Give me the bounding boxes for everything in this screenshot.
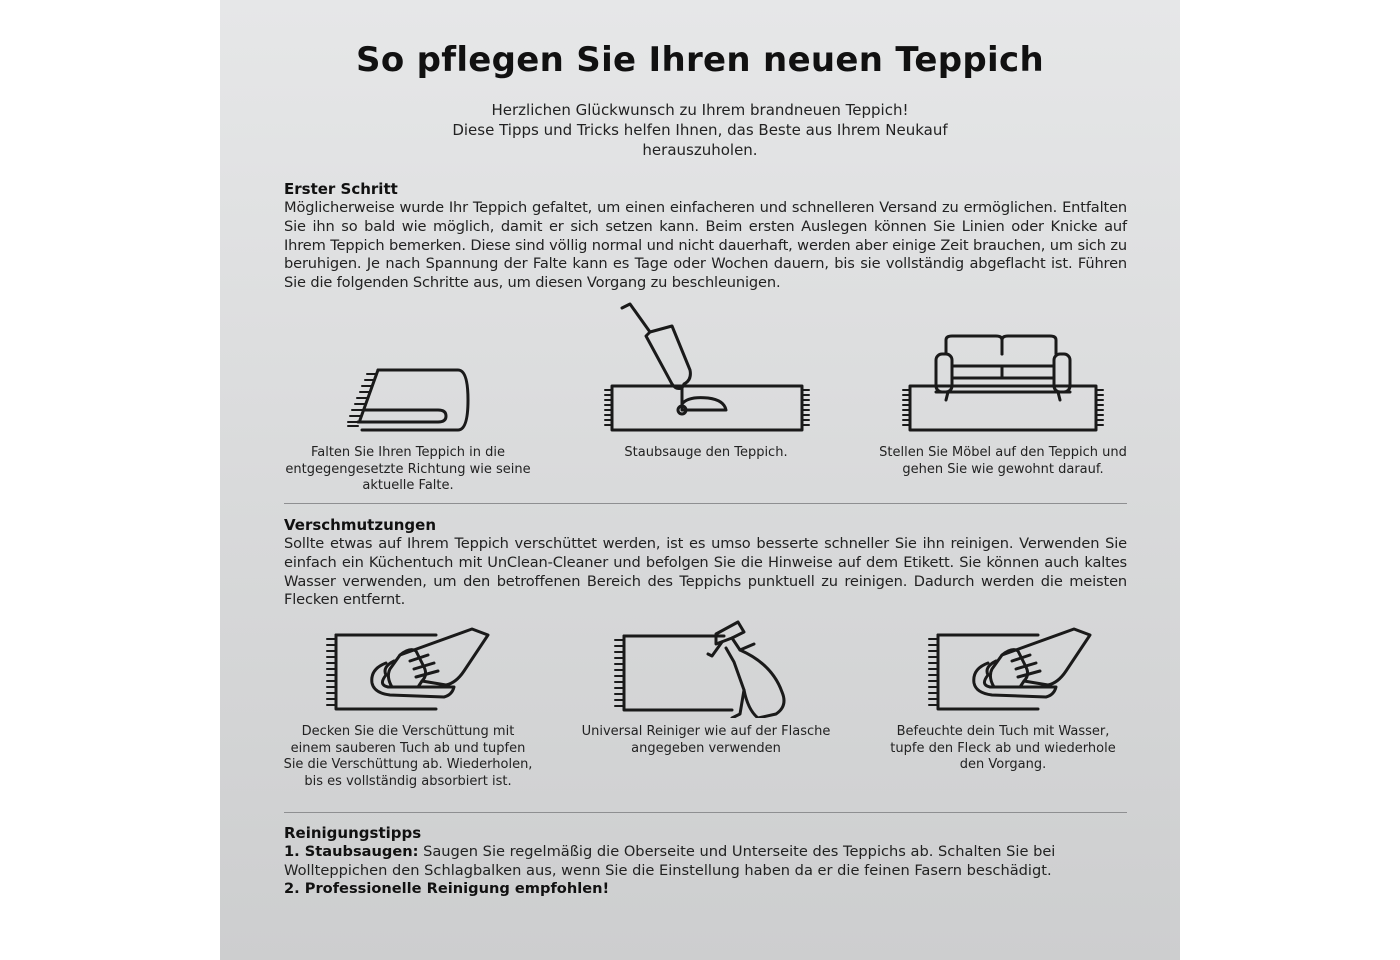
step-caption: Decken Sie die Verschüttung mit einem sauberen Tuch ab und tupfen Sie die Verschüttung ab. Wiederholen, bis es vollständig absorbiert ist.	[283, 724, 533, 789]
care-guide-panel	[220, 0, 1180, 960]
section-text-verschmutzungen: Sollte etwas auf Ihrem Teppich verschüttet werden, ist es umso besserte schneller Sie ihn reinigen. Verwenden Sie einfach ein Küchentuch mit UnClean-Cleaner und befolgen Sie die Hinweise auf dem Etikett. Sie können auch kaltes Wasser verwenden, um den betroffenen Bereich des Teppichs punktuell zu reinigen. Dadurch werden die meisten Flecken entfernt.	[284, 535, 1127, 609]
step-caption: Befeuchte dein Tuch mit Wasser, tupfe den Fleck ab und wiederhole den Vorgang.	[890, 724, 1116, 772]
intro-text	[420, 100, 980, 160]
cleaning-tip-professional: 2. Professionelle Reinigung empfohlen!	[284, 880, 610, 897]
section-divider	[284, 812, 1127, 813]
section-heading-erster-schritt: Erster Schritt	[284, 180, 398, 198]
folded-rug-icon	[340, 360, 480, 440]
step-caption: Universal Reiniger wie auf der Flasche angegeben verwenden	[581, 724, 831, 756]
tip-text: Saugen Sie regelmäßig die Oberseite und Unterseite des Teppichs ab. Schalten Sie bei Wollteppichen den Schlagbalken aus, wenn Sie die Einstellung haben da er die feinen Fasern beschädigt.	[284, 843, 1056, 879]
hand-cloth-on-rug-icon	[926, 625, 1096, 715]
step-caption: Falten Sie Ihren Teppich in die entgegengesetzte Richtung wie seine aktuelle Falte.	[285, 445, 531, 493]
spray-bottle-on-rug-icon	[612, 614, 802, 718]
vacuum-cleaner-icon	[602, 300, 812, 440]
section-divider	[284, 503, 1127, 504]
section-heading-verschmutzungen: Verschmutzungen	[284, 516, 437, 534]
tip-label: 1. Staubsaugen:	[284, 843, 419, 860]
section-text-erster-schritt: Möglicherweise wurde Ihr Teppich gefaltet, um einen einfacheren und schnelleren Versand zu ermöglichen. Entfalten Sie ihn so bald wie möglich, damit er sich setzen kann. Beim ersten Auslegen können Sie Linien oder Knicke auf Ihrem Teppich bemerken. Diese sind völlig normal und nicht dauerhaft, werden aber einige Zeit brauchen, um sich zu beruhigen. Je nach Spannung der Falte kann es Tage oder Wochen dauern, bis sie vollständig abgeflacht ist. Führen Sie die folgenden Schritte aus, um diesen Vorgang zu beschleunigen.	[284, 199, 1127, 292]
intro-line: herauszuholen.	[642, 141, 758, 159]
sofa-on-rug-icon	[900, 330, 1106, 440]
cleaning-tip-vacuum	[284, 843, 1127, 881]
intro-line: Herzlichen Glückwunsch zu Ihrem brandneuen Teppich!	[491, 101, 909, 119]
step-caption: Stellen Sie Möbel auf den Teppich und gehen Sie wie gewohnt darauf.	[879, 445, 1127, 477]
intro-line: Diese Tipps und Tricks helfen Ihnen, das Beste aus Ihrem Neukauf	[452, 121, 948, 139]
step-caption: Staubsauge den Teppich.	[624, 445, 788, 460]
page-title: So pflegen Sie Ihren neuen Teppich	[356, 40, 1044, 80]
hand-cloth-on-rug-icon	[324, 625, 494, 715]
section-heading-reinigungstipps: Reinigungstipps	[284, 824, 422, 842]
